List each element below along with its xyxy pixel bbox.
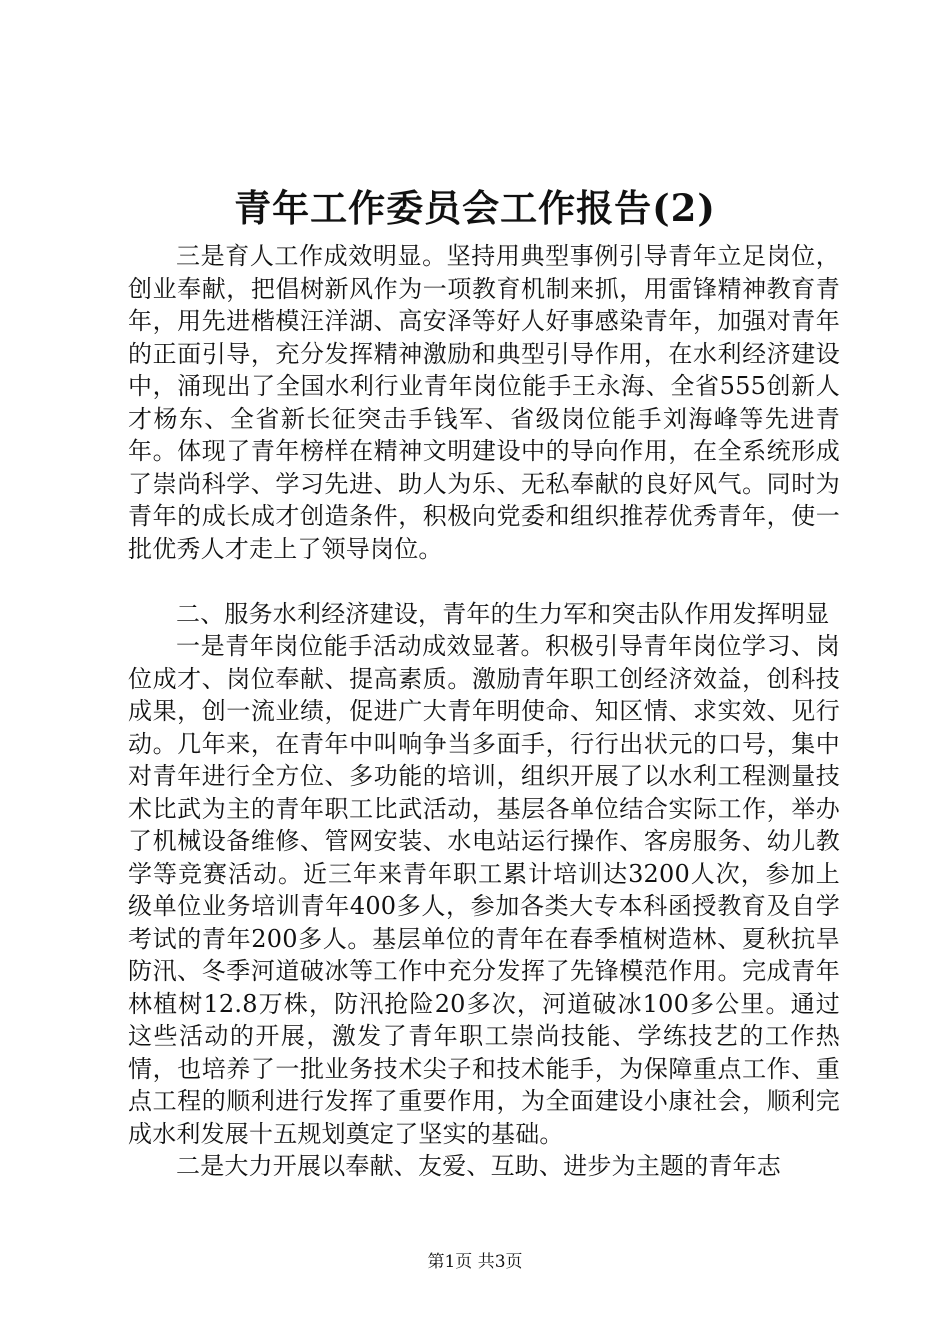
paragraph-youth-skills: 一是青年岗位能手活动成效显著。积极引导青年岗位学习、岗位成才、岗位奉献、提高素质。激励青年职工创经济效益，创科技成果，创一流业绩，促进广大青年明使命、知区情、求实效、见行动。几年来，在青年中叫响争当多面手，行行出状元的口号，集中对青年进行全方位、多功能的培训，组织开展了以水利工程测量技术比武为主的青年职工比武活动，基层各单位结合实际工作，举办了机械设备维修、管网安装、水电站运行操作、客房服务、幼儿教学等竞赛活动。近三年来青年职工累计培训达3200人次，参加上级单位业务培训青年400多人，参加各类大专本科函授教育及自学考试的青年200多人。基层单位的青年在春季植树造林、夏秋抗旱防汛、冬季河道破冰等工作中充分发挥了先锋模范作用。完成青年林植树12.8万株，防汛抢险20多次，河道破冰100多公里。通过这些活动的开展，激发了青年职工崇尚技能、学练技艺的工作热情，也培养了一批业务技术尖子和技术能手，为保障重点工作、重点工程的顺利进行发挥了重要作用，为全面建设小康社会，顺利完成水利发展十五规划奠定了坚实的基础。	[128, 632, 840, 1148]
paragraph-spacer	[128, 565, 840, 598]
paragraph-volunteer: 二是大力开展以奉献、友爱、互助、进步为主题的青年志	[176, 1152, 781, 1180]
document-title: 青年工作委员会工作报告(2)	[234, 186, 716, 230]
page-footer: 第1页 共3页	[427, 1252, 523, 1272]
paragraph-education-results: 三是育人工作成效明显。坚持用典型事例引导青年立足岗位，创业奉献，把倡树新风作为一项教育机制来抓，用雷锋精神教育青年，用先进楷模汪洋湖、高安泽等好人好事感染青年，加强对青年的正面引导，充分发挥精神激励和典型引导作用，在水利经济建设中，涌现出了全国水利行业青年岗位能手王永海、全省555创新人才杨东、全省新长征突击手钱军、省级岗位能手刘海峰等先进青年。体现了青年榜样在精神文明建设中的导向作用，在全系统形成了崇尚科学、学习先进、助人为乐、无私奉献的良好风气。同时为青年的成长成才创造条件，积极向党委和组织推荐优秀青年，使一批优秀人才走上了领导岗位。	[128, 242, 840, 563]
document-body	[128, 240, 840, 1183]
section-heading-2: 二、服务水利经济建设，青年的生力军和突击队作用发挥明显	[176, 599, 830, 628]
